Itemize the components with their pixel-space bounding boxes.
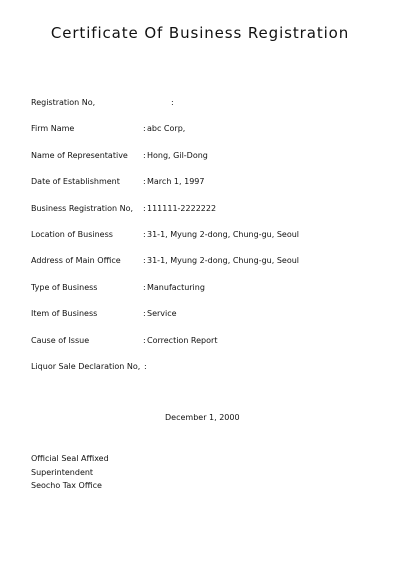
field-separator: : xyxy=(143,150,146,160)
field-separator: : xyxy=(143,282,146,292)
field-value: Manufacturing xyxy=(147,282,205,292)
field-separator: : xyxy=(143,229,146,239)
field-cause-of-issue xyxy=(31,334,391,360)
field-date-of-establishment xyxy=(31,175,391,201)
field-label: Business Registration No, xyxy=(31,203,134,213)
field-separator: : xyxy=(143,309,146,319)
field-label: Cause of Issue xyxy=(31,335,90,345)
field-value: 31-1, Myung 2-dong, Chung-gu, Seoul xyxy=(147,256,300,266)
field-separator: : xyxy=(143,335,146,345)
issuer-block xyxy=(31,452,109,493)
field-label: Registration No, xyxy=(31,98,96,107)
field-value: 31-1, Myung 2-dong, Chung-gu, Seoul xyxy=(147,229,300,239)
field-location-of-business xyxy=(31,228,391,254)
official-seal-text: Official Seal Affixed xyxy=(31,454,109,463)
field-value: March 1, 1997 xyxy=(147,177,205,187)
field-label: Location of Business xyxy=(31,229,113,239)
field-address-of-main-office xyxy=(31,254,391,280)
registration-fields xyxy=(31,96,391,386)
field-label: Address of Main Office xyxy=(31,256,121,266)
field-representative xyxy=(31,149,391,175)
field-liquor-sale-declaration-no xyxy=(31,360,391,386)
tax-office-name: Seocho Tax Office xyxy=(31,481,102,490)
field-separator: : xyxy=(143,177,146,187)
field-separator: : xyxy=(143,256,146,266)
field-value: abc Corp, xyxy=(147,124,186,134)
field-separator: : xyxy=(143,203,146,213)
field-label: Date of Establishment xyxy=(31,177,120,187)
field-label: Name of Representative xyxy=(31,150,128,160)
field-value: 111111-2222222 xyxy=(147,203,217,213)
field-label: Liquor Sale Declaration No, xyxy=(31,361,141,371)
field-label: Item of Business xyxy=(31,309,98,319)
field-value: Correction Report xyxy=(147,335,218,345)
field-business-registration-no xyxy=(31,202,391,228)
field-separator: : xyxy=(143,124,146,134)
field-type-of-business xyxy=(31,281,391,307)
field-value: Service xyxy=(147,309,177,319)
document-title: Certificate Of Business Registration xyxy=(50,24,350,42)
field-label: Firm Name xyxy=(31,124,75,134)
field-label: Type of Business xyxy=(31,282,98,292)
superintendent-text: Superintendent xyxy=(31,467,94,477)
field-separator: : xyxy=(171,98,174,107)
issue-date: December 1, 2000 xyxy=(165,413,240,422)
field-item-of-business xyxy=(31,307,391,333)
field-separator: : xyxy=(144,361,147,371)
field-registration-no xyxy=(31,96,391,122)
field-value: Hong, Gil-Dong xyxy=(147,150,208,160)
field-firm-name xyxy=(31,122,391,148)
